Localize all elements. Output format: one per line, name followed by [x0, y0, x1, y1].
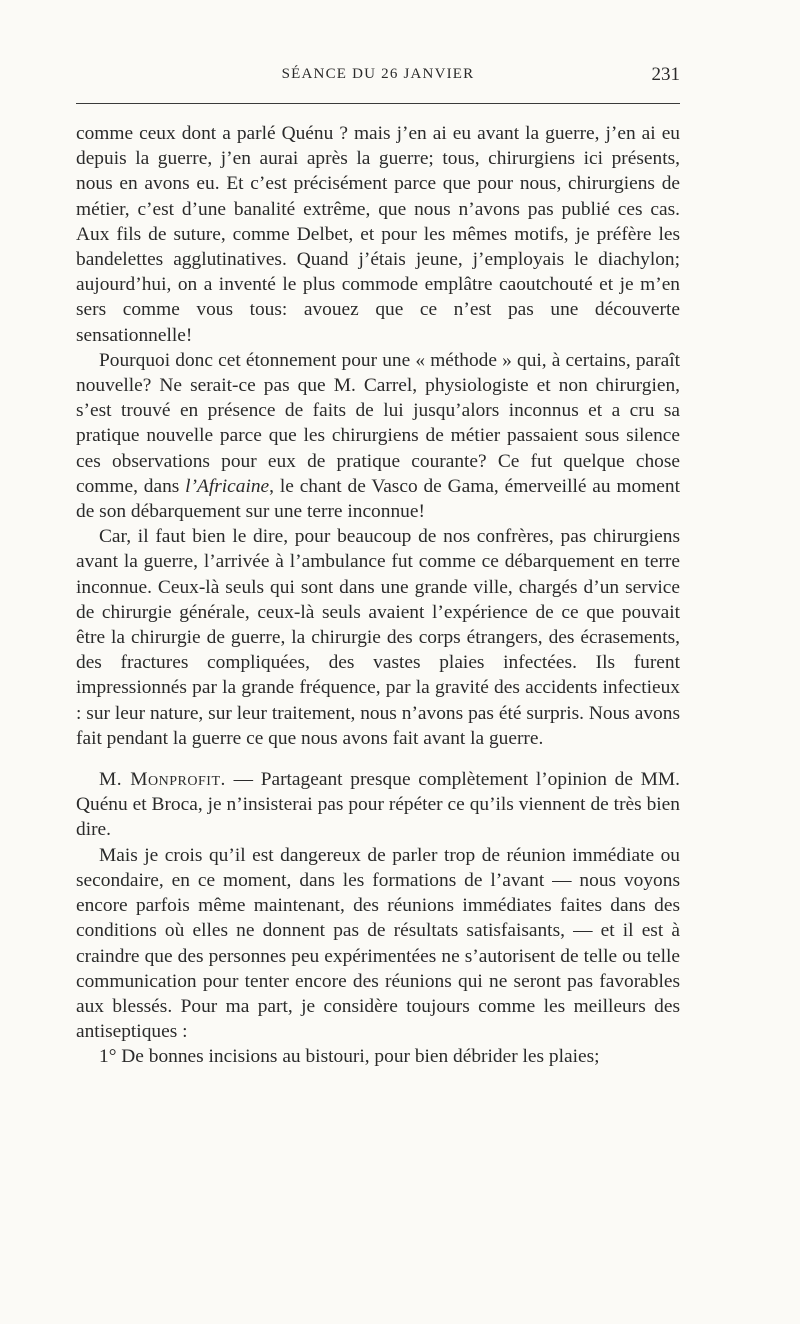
paragraph-2-text: Pourquoi donc cet étonnement pour une « méthode » qui, à certains, paraît nouvelle? Ne serait-ce pas que M. Carrel, physiologiste et non chirurgien, s’est trouvé en présence de faits de lui jusqu’alors inconnus et a cru sa pratique nouvelle parce que les chirurgiens de métier passaient sous silence ces observations pour eux de pratique courante? Ce fut quelque chose comme, dans: [76, 349, 680, 497]
running-title: SÉANCE DU 26 JANVIER: [281, 66, 475, 82]
work-title-africaine: l’Africaine: [185, 475, 270, 497]
paragraph-4: [76, 767, 680, 843]
paragraph-2-text-end: , le chant de Vasco de Gama, émerveillé au moment de son débarquement sur une terre inconnue!: [76, 475, 680, 523]
paragraph-2: [76, 348, 680, 524]
paragraph-1: comme ceux dont a parlé Quénu ? mais j’en ai eu avant la guerre, j’en ai eu depuis la guerre, j’en aurai après la guerre; tous, chirurgiens ici présents, nous en avons eu. Et c’est précisément parce que pour nous, chirurgiens de métier, c’est d’une banalité extrême, que nous n’avons pas publié ces cas. Aux fils de suture, comme Delbet, et pour les mêmes motifs, je préfère les bandelettes agglutinatives. Quand j’étais jeune, j’employais le diachylon; aujourd’hui, on a inventé le plus commode emplâtre caoutchouté et je m’en sers comme vous tous: avouez que ce n’est pas une découverte sensationnelle!: [76, 123, 680, 346]
speaker-name: M. Monprofit.: [99, 769, 226, 791]
paragraph-6: 1° De bonnes incisions au bistouri, pour bien débrider les plaies;: [99, 1046, 600, 1068]
running-header: [76, 64, 680, 88]
paragraph-3: Car, il faut bien le dire, pour beaucoup de nos confrères, pas chirurgiens avant la guerre, l’arrivée à l’ambulance fut comme ce débarquement en terre inconnue. Ceux-là seuls qui sont dans une grande ville, chargés d’un service de chirurgie générale, ceux-là seuls avaient l’expérience de ce que pouvait être la chirurgie de guerre, la chirurgie des corps étrangers, des écrasements, des fractures compliquées, des vastes plaies infectées. Ils furent impressionnés par la grande fréquence, par la gravité des accidents infectieux : sur leur nature, sur leur traitement, nous n’avons pas été surpris. Nous avons fait pendant la guerre ce que nous avons fait avant la guerre.: [76, 526, 680, 749]
body-text: [76, 121, 680, 1070]
header-rule: [76, 103, 680, 104]
page-number: 231: [651, 64, 680, 85]
paragraph-4-text: — Partageant presque complètement l’opinion de MM. Quénu et Broca, je n’insisterai pas pour répéter ce qu’ils viennent de très bien dire.: [76, 769, 680, 841]
paragraph-5: Mais je crois qu’il est dangereux de parler trop de réunion immédiate ou secondaire, en ce moment, dans les formations de l’avant — nous voyons encore parfois même maintenant, des réunions immédiates faites dans des conditions où elles ne donnent pas de résultats satisfaisants, — et il est à craindre que des personnes peu expérimentées ne s’autorisent de telle ou telle communication pour tenter encore des réunions qui ne seront pas favorables aux blessés. Pour ma part, je considère toujours comme les meilleurs des antiseptiques :: [76, 844, 680, 1043]
